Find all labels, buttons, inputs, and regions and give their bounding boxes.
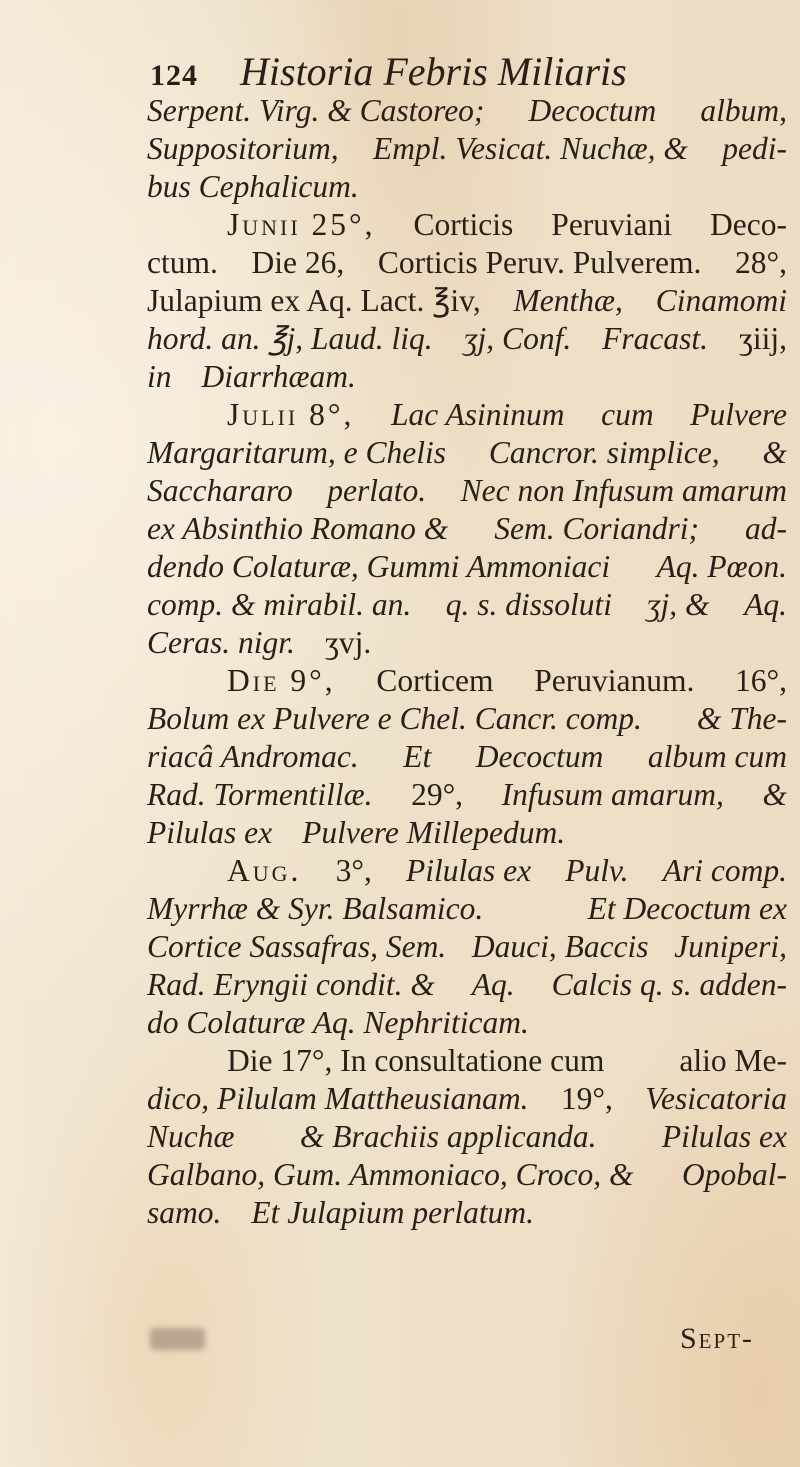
text-segment: & xyxy=(762,435,787,470)
text-segment: Deco- xyxy=(710,207,787,242)
text-segment: Rad. Eryngii condit. & xyxy=(147,967,435,1002)
text-line xyxy=(147,1194,787,1232)
text-line xyxy=(147,890,787,928)
text-segment: Et xyxy=(403,739,432,774)
text-segment: Pilulas ex xyxy=(406,853,532,888)
text-segment: perlato. xyxy=(327,473,427,508)
text-segment: Die 17°, In consultatione cum xyxy=(227,1043,605,1078)
text-line xyxy=(147,814,787,852)
text-segment: 16°, xyxy=(735,663,787,698)
text-segment: ʒj, Conf. xyxy=(463,321,572,356)
text-line xyxy=(147,434,787,472)
text-segment: Pilulas ex xyxy=(661,1119,787,1154)
text-segment: dendo Colaturæ, Gummi Ammoniaci xyxy=(147,549,611,584)
text-segment: q. s. dissoluti xyxy=(445,587,613,622)
text-segment: Julapium ex Aq. Lact. ℥iv, xyxy=(147,283,481,318)
text-segment: hord. an. ℥j, Laud. liq. xyxy=(147,321,433,356)
text-segment: Margaritarum, e Chelis xyxy=(147,435,446,470)
text-segment: ctum. xyxy=(147,245,218,280)
text-line xyxy=(147,586,787,624)
text-segment: Fracast. xyxy=(602,321,708,356)
text-segment: Rad. Tormentillæ. xyxy=(147,777,373,812)
text-segment: riacâ Andromac. xyxy=(147,739,359,774)
text-segment: Suppositorium, xyxy=(147,131,339,166)
text-segment: Bolum ex Pulvere e Chel. Cancr. comp. xyxy=(147,701,642,736)
text-segment: pedi- xyxy=(722,131,787,166)
text-segment: Opobal- xyxy=(682,1157,787,1192)
page-header xyxy=(150,48,790,98)
text-segment: Empl. Vesicat. Nuchæ, & xyxy=(372,131,688,166)
text-line xyxy=(147,700,787,738)
text-line xyxy=(147,510,787,548)
text-segment: ʒvj. xyxy=(324,625,372,660)
text-segment: & The- xyxy=(696,701,787,736)
text-segment: Sem. Coriandri; xyxy=(494,511,699,546)
text-segment: Serpent. Virg. & Castoreo; xyxy=(147,93,485,128)
text-line xyxy=(147,92,787,130)
text-line xyxy=(147,358,787,396)
text-line xyxy=(147,548,787,586)
text-segment: 29°, xyxy=(411,777,464,812)
text-segment: Aq. xyxy=(744,587,787,622)
page-number: 124 xyxy=(150,59,198,92)
text-line xyxy=(147,168,787,206)
text-segment: Sacchararo xyxy=(147,473,293,508)
date-label: Aug. xyxy=(227,853,302,888)
text-segment: Menthæ, xyxy=(513,283,623,318)
text-segment: Ceras. nigr. xyxy=(147,625,295,660)
text-segment: Cinamomi xyxy=(655,283,787,318)
text-segment: Cancror. simplice, xyxy=(488,435,720,470)
text-line xyxy=(147,1004,787,1042)
text-line xyxy=(147,1118,787,1156)
text-segment: album, xyxy=(700,93,787,128)
catchword: Sept- xyxy=(680,1322,755,1355)
text-segment: comp. & mirabil. an. xyxy=(147,587,412,622)
text-line xyxy=(147,472,787,510)
text-segment: Nec non Infusum amarum xyxy=(460,473,787,508)
text-segment: Aq. Pœon. xyxy=(656,549,787,584)
text-segment: dico, Pilulam Mattheusianam. xyxy=(147,1081,529,1116)
date-label: Junii 25°, xyxy=(227,207,376,242)
text-segment: alio Me- xyxy=(679,1043,787,1078)
text-segment: Corticem xyxy=(376,663,494,698)
text-line xyxy=(147,206,787,244)
text-segment: Et Decoctum ex xyxy=(587,891,787,926)
text-segment: Pulvere Millepedum. xyxy=(302,815,566,850)
text-segment: ad- xyxy=(744,511,787,546)
text-segment: bus Cephalicum. xyxy=(147,169,359,204)
text-segment: album cum xyxy=(647,739,787,774)
ink-smudge xyxy=(150,1328,205,1350)
text-segment: Dauci, Baccis xyxy=(471,929,649,964)
text-line xyxy=(147,624,787,662)
text-segment: samo. xyxy=(147,1195,222,1230)
body-text xyxy=(147,92,787,1232)
text-line xyxy=(147,320,787,358)
text-segment: Et Julapium perlatum. xyxy=(251,1195,534,1230)
text-line xyxy=(147,130,787,168)
date-label: Die 9°, xyxy=(227,663,336,698)
text-segment: Galbano, Gum. Ammoniaco, Croco, & xyxy=(147,1157,634,1192)
text-segment: Aq. xyxy=(471,967,515,1002)
text-segment: Lac Asininum xyxy=(390,397,565,432)
text-line xyxy=(147,776,787,814)
text-segment: Nuchæ xyxy=(147,1119,235,1154)
text-segment: Corticis Peruv. Pulverem. xyxy=(377,245,702,280)
text-segment: 3°, xyxy=(335,853,372,888)
text-segment: do Colaturæ Aq. Nephriticam. xyxy=(147,1005,529,1040)
text-segment: 19°, xyxy=(560,1081,613,1116)
text-segment: Vesicatoria xyxy=(645,1081,787,1116)
text-segment: Juniperi, xyxy=(674,929,787,964)
text-segment: 28°, xyxy=(735,245,787,280)
text-segment: & Brachiis applicanda. xyxy=(299,1119,597,1154)
text-line xyxy=(147,282,787,320)
text-line xyxy=(147,244,787,282)
text-segment: Die 26, xyxy=(251,245,345,280)
text-segment: Decoctum xyxy=(475,739,604,774)
text-segment: Cortice Sassafras, Sem. xyxy=(147,929,447,964)
text-line xyxy=(147,738,787,776)
text-segment: ex Absinthio Romano & xyxy=(147,511,449,546)
text-line xyxy=(147,1042,787,1080)
text-segment: & xyxy=(762,777,787,812)
text-segment: Pulv. xyxy=(565,853,629,888)
text-segment: ʒj, & xyxy=(646,587,710,622)
text-line xyxy=(147,1156,787,1194)
text-segment: Decoctum xyxy=(528,93,657,128)
text-line xyxy=(147,396,787,434)
text-segment: ʒiij, xyxy=(738,321,787,356)
text-line xyxy=(147,662,787,700)
text-segment: Calcis q. s. adden- xyxy=(551,967,787,1002)
text-segment: Ari comp. xyxy=(662,853,787,888)
text-segment: Pilulas ex xyxy=(147,815,273,850)
text-line xyxy=(147,1080,787,1118)
text-segment: Pulvere xyxy=(690,397,787,432)
date-label: Julii 8°, xyxy=(227,397,355,432)
text-line xyxy=(147,928,787,966)
text-segment: Diarrhæam. xyxy=(201,359,356,394)
text-line xyxy=(147,852,787,890)
text-segment: Peruviani xyxy=(551,207,673,242)
text-segment: Infusum amarum, xyxy=(501,777,724,812)
text-segment: Corticis xyxy=(413,207,514,242)
text-segment: Peruvianum. xyxy=(534,663,695,698)
text-segment: in xyxy=(147,359,172,394)
text-segment: Myrrhæ & Syr. Balsamico. xyxy=(147,891,484,926)
running-title: Historia Febris Miliaris xyxy=(240,49,627,94)
text-segment: cum xyxy=(601,397,654,432)
text-line xyxy=(147,966,787,1004)
